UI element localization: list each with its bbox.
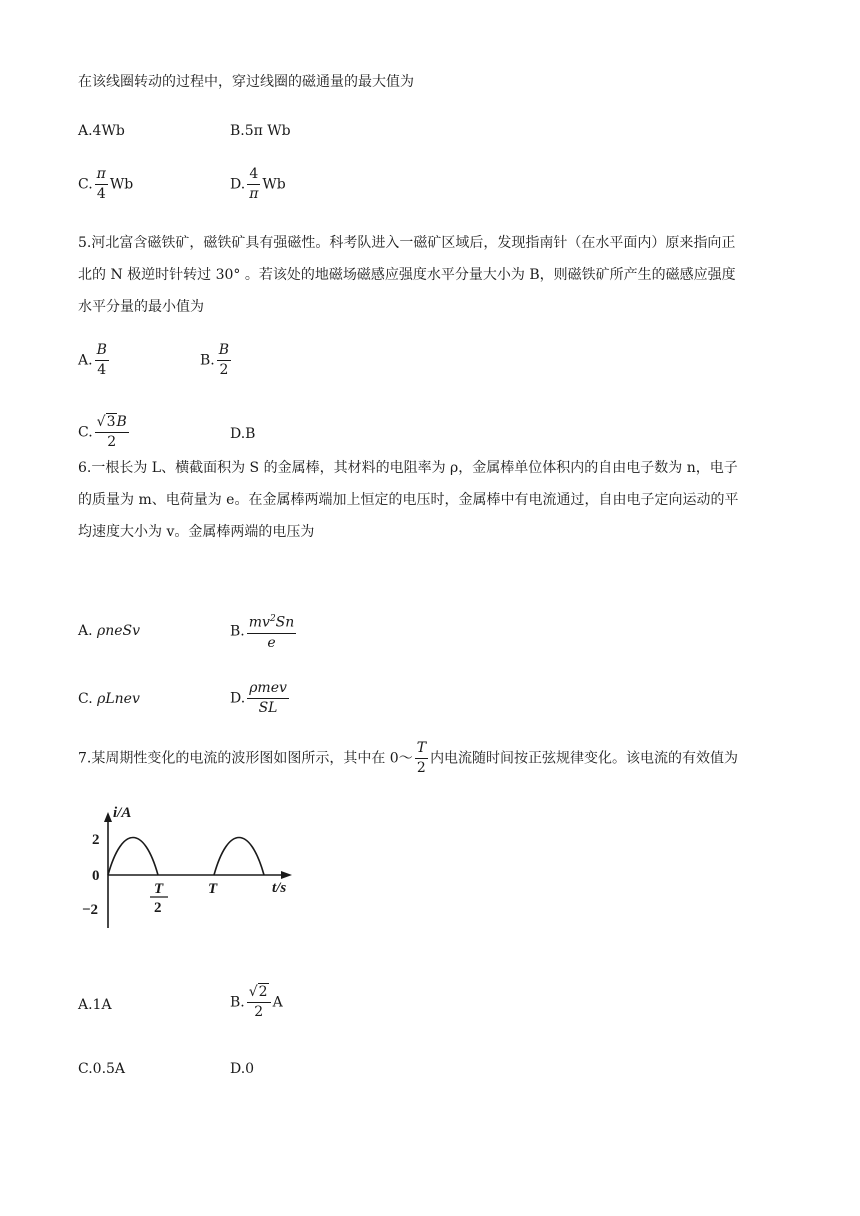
q4-option-a: A.4Wb (78, 123, 125, 139)
current-waveform-graph (82, 800, 312, 940)
q7-stem-part1: 7.某周期性变化的电流的波形图如图所示，其中在 0～ (78, 750, 413, 767)
q4-option-d-label: D. (230, 176, 246, 193)
q7-stem (78, 740, 738, 777)
q5-option-c-num (95, 414, 129, 433)
y-tick-2: 2 (92, 832, 100, 848)
q6-option-d-num: ρmev (247, 680, 289, 699)
y-axis-arrow (104, 812, 112, 822)
q4-option-d (230, 166, 286, 203)
q7-option-b (230, 984, 283, 1021)
sqrt-sign: √2 (248, 984, 268, 1000)
q6-option-b-fraction (247, 611, 297, 652)
waveform-hump-1 (108, 838, 158, 876)
q6-option-b-num-a: mv (248, 614, 270, 631)
q5-option-a-den: 4 (97, 362, 107, 378)
q6-option-b-num-b: Sn (275, 614, 295, 631)
q5-option-b-den: 2 (219, 362, 229, 378)
q4-option-c-label: C. (78, 176, 93, 193)
q6-option-c-label: C. (78, 691, 93, 707)
q6-option-b-label: B. (230, 623, 245, 640)
x-tick-half-num: T (154, 881, 164, 897)
q6-option-b (230, 611, 298, 652)
q5-option-c-radicand: 3 (106, 414, 116, 430)
q7-stem-num: T (415, 740, 428, 759)
q5-option-b-fraction (217, 342, 231, 379)
q4-option-c-den: 4 (96, 186, 106, 202)
q6-stem-line3: 均速度大小为 v。金属棒两端的电压为 (78, 524, 315, 540)
q7-option-b-label: B. (230, 994, 245, 1011)
q7-stem-den: 2 (416, 760, 426, 776)
x-axis-label: t/s (272, 880, 287, 896)
q7-option-b-den: 2 (254, 1004, 264, 1020)
q5-option-c-fraction (95, 414, 129, 451)
q5-option-b-label: B. (200, 352, 215, 369)
q4-option-c-fraction (95, 166, 108, 203)
q6-stem-line1: 6.一根长为 L、横截面积为 S 的金属棒，其材料的电阻率为 ρ，金属棒单位体积内的自由电子数为 n，电子 (78, 460, 738, 476)
q5-stem-line3: 水平分量的最小值为 (78, 299, 204, 315)
q6-option-c-expr: ρLnev (97, 691, 140, 707)
q5-option-a (78, 342, 111, 379)
q6-option-b-exponent: 2 (269, 614, 276, 624)
q5-option-c (78, 414, 131, 451)
y-tick-0: 0 (92, 868, 100, 884)
q5-stem-line2: 北的 N 极逆时针转过 30° 。若该处的地磁场磁感应强度水平分量大小为 B，则磁铁矿所产生的磁感应强度 (78, 267, 736, 283)
q6-option-c (78, 689, 140, 709)
q4-option-b: B.5π Wb (230, 123, 291, 139)
y-tick-neg2: −2 (82, 902, 99, 918)
q7-option-c: C.0.5A (78, 1061, 126, 1077)
q6-option-d-label: D. (230, 690, 246, 707)
q6-stem-line2: 的质量为 m、电荷量为 e。在金属棒两端加上恒定的电压时，金属棒中有电流通过，自由电子定向运动的平 (78, 492, 739, 508)
q4-option-c-num: π (95, 166, 108, 185)
q5-option-c-variable: B (116, 414, 127, 430)
q7-option-b-unit: A (272, 994, 283, 1011)
q4-stem: 在该线圈转动的过程中，穿过线圈的磁通量的最大值为 (78, 74, 414, 90)
q6-option-b-num (247, 611, 297, 634)
q5-option-d: D.B (230, 426, 256, 442)
x-tick-half-den: 2 (154, 900, 162, 916)
q6-option-a-label: A. (78, 623, 93, 639)
q6-option-d-den: SL (258, 700, 278, 716)
q7-option-d: D.0 (230, 1061, 255, 1077)
waveform-hump-2 (214, 838, 264, 876)
sqrt-sign: √3 (96, 414, 116, 430)
q6-option-d (230, 680, 291, 717)
q6-option-b-den: e (267, 634, 276, 651)
x-tick-T: T (208, 881, 218, 897)
x-axis-arrow (281, 871, 292, 879)
q4-option-d-den: π (249, 186, 259, 202)
q6-option-a-expr: ρneSv (97, 623, 141, 639)
q5-stem-line1: 5.河北富含磁铁矿，磁铁矿具有强磁性。科考队进入一磁矿区域后，发现指南针（在水平面内）原来指向正 (78, 235, 736, 251)
q7-option-b-num (247, 984, 271, 1003)
q5-option-c-den: 2 (107, 434, 117, 450)
q6-option-a (78, 621, 140, 641)
y-axis-label: i/A (113, 805, 132, 821)
q4-option-c (78, 166, 133, 203)
q4-option-c-unit: Wb (109, 176, 134, 193)
q6-option-d-fraction (247, 680, 289, 717)
q7-option-b-fraction (247, 984, 271, 1021)
q4-option-d-fraction (247, 166, 260, 203)
q5-option-b (200, 342, 233, 379)
q5-option-b-num: B (217, 342, 231, 361)
q5-option-c-label: C. (78, 424, 93, 441)
q4-option-d-num: 4 (247, 166, 260, 185)
q5-option-a-fraction (95, 342, 109, 379)
q7-stem-fraction (415, 740, 428, 777)
q4-option-d-unit: Wb (262, 176, 286, 193)
q7-stem-part2: 内电流随时间按正弦规律变化。该电流的有效值为 (430, 750, 739, 767)
q5-option-a-num: B (95, 342, 109, 361)
q7-option-a: A.1A (78, 997, 112, 1013)
q5-option-a-label: A. (78, 352, 93, 369)
q7-option-b-radicand: 2 (258, 984, 268, 1000)
